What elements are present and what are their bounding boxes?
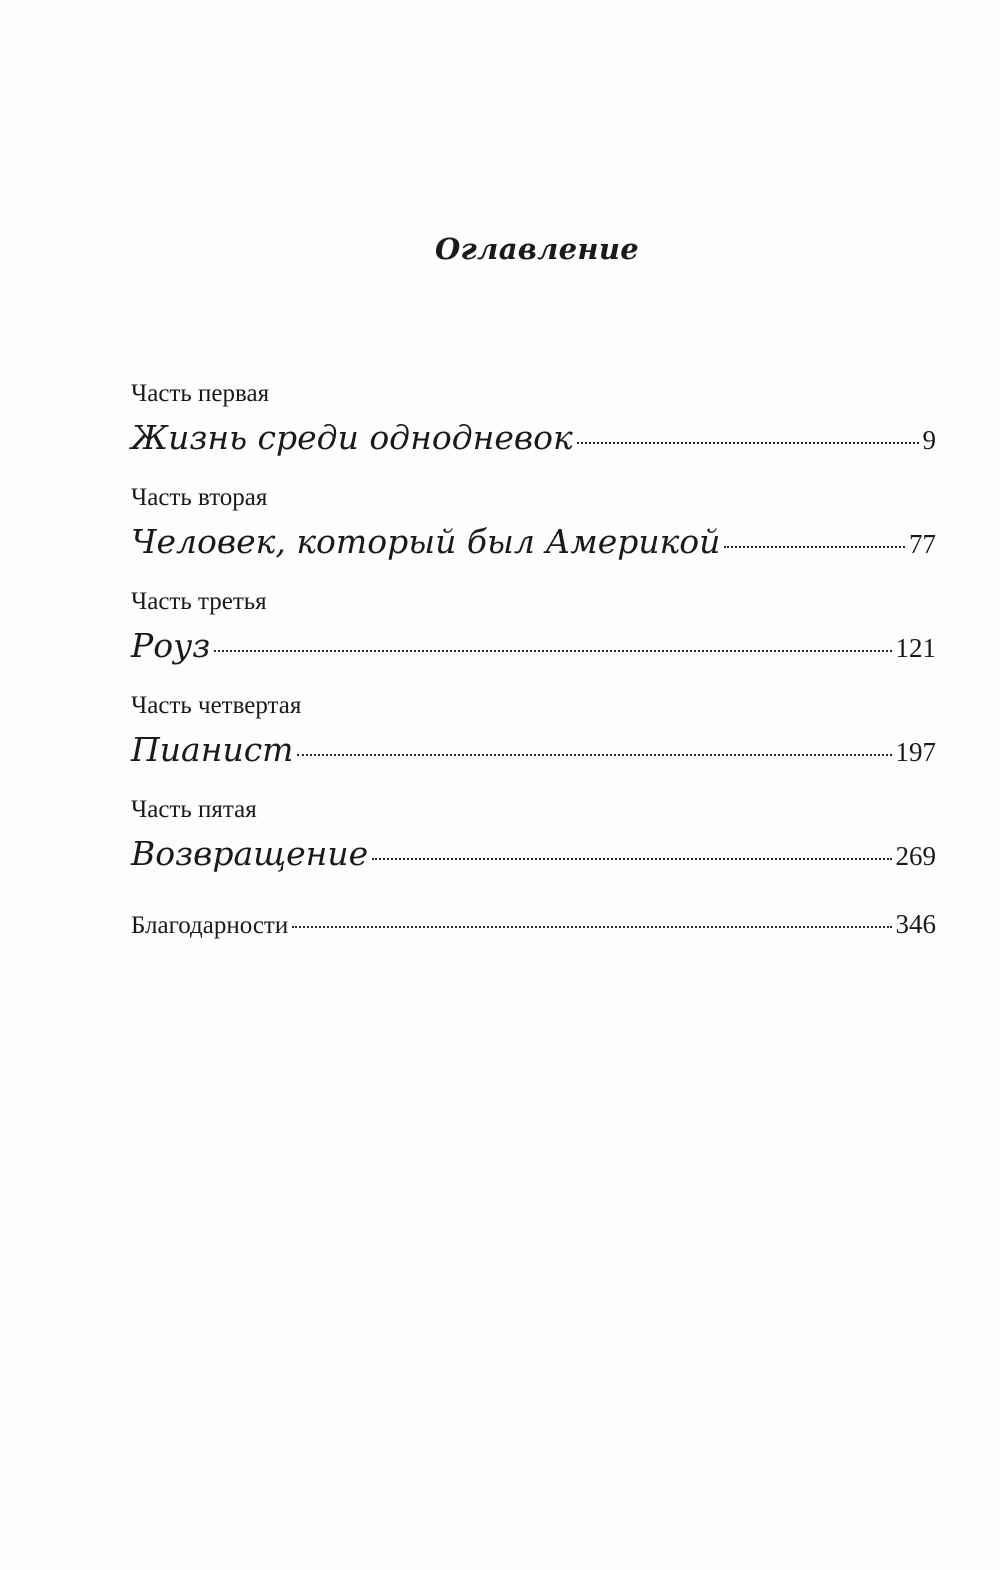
page-number: 269 xyxy=(895,841,936,871)
part-title: Жизнь среди однодневок xyxy=(131,418,573,457)
toc-part-5 xyxy=(131,794,936,898)
page-number: 346 xyxy=(895,909,936,939)
part-label: Часть вторая xyxy=(131,484,268,511)
part-title: Человек, который был Америкой xyxy=(131,522,721,561)
page-number: 197 xyxy=(895,737,936,767)
part-label: Часть пятая xyxy=(131,796,257,823)
dot-leader xyxy=(577,442,919,444)
toc-entry[interactable] xyxy=(131,402,936,474)
part-label: Часть третья xyxy=(131,588,267,615)
toc-entry[interactable] xyxy=(131,610,936,682)
toc-part-1 xyxy=(131,378,936,482)
part-title: Роуз xyxy=(131,626,211,665)
page-title: Оглавление xyxy=(435,232,639,266)
toc-part-4 xyxy=(131,690,936,794)
table-of-contents xyxy=(131,378,936,950)
part-label: Часть четвертая xyxy=(131,692,302,719)
part-title: Пианист xyxy=(131,730,294,769)
toc-acknowledgements xyxy=(131,898,936,950)
acknowledgements-title: Благодарности xyxy=(131,912,289,939)
page-number: 77 xyxy=(909,529,936,559)
toc-entry[interactable] xyxy=(131,898,936,950)
dot-leader xyxy=(292,926,891,928)
dot-leader xyxy=(724,546,905,548)
toc-part-2 xyxy=(131,482,936,586)
toc-part-3 xyxy=(131,586,936,690)
toc-entry[interactable] xyxy=(131,818,936,890)
part-title: Возвращение xyxy=(131,834,369,873)
page-number: 121 xyxy=(895,633,936,663)
dot-leader xyxy=(297,754,891,756)
toc-entry[interactable] xyxy=(131,506,936,578)
toc-entry[interactable] xyxy=(131,714,936,786)
dot-leader xyxy=(214,650,891,652)
page-number: 9 xyxy=(922,425,936,455)
part-label: Часть первая xyxy=(131,380,270,407)
dot-leader xyxy=(372,858,891,860)
